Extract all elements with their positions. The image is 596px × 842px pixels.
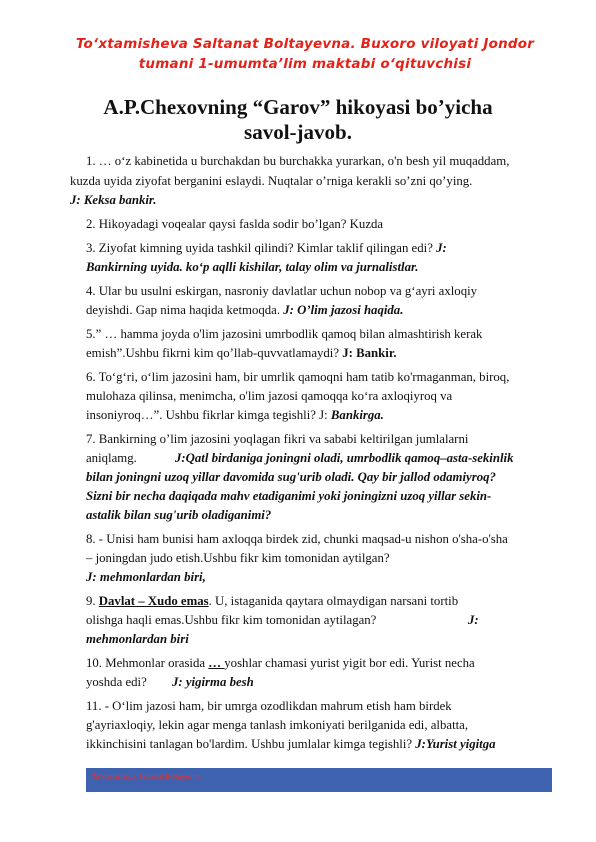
question-10-text-rest: yoshlar chamasi yurist yigit bor edi. Yurist necha xyxy=(224,656,475,670)
question-2-line-1: 2. Hikoyadagi voqealar qaysi faslda sodir bo’lgan? Kuzda xyxy=(86,217,384,231)
author-line-2: tumani 1-umumta’lim maktabi o‘qituvchisi xyxy=(138,56,472,72)
question-6-line-3 xyxy=(86,408,384,423)
question-3-text: 3. Ziyofat kimning uyida tashkil qilindi? Kimlar taklif qilingan edi? xyxy=(86,241,433,255)
question-9-line-1 xyxy=(86,594,458,609)
question-9-number: 9. xyxy=(86,594,99,608)
question-1-answer: J: Keksa bankir. xyxy=(70,193,157,207)
question-11-text: ikkinchisini tanlagan bo'lardim. Ushbu jumlalar kimga tegishli? xyxy=(86,737,413,751)
footer-bar xyxy=(86,768,552,792)
question-4-answer: J: O’lim jazosi haqida. xyxy=(283,303,404,317)
question-9-answer: mehmonlardan biri xyxy=(86,632,189,646)
question-9-line-2: olishga haqli emas.Ushbu fikr kim tomonidan aytilagan? xyxy=(86,613,377,627)
question-4-line-1: 4. Ular bu usulni eskirgan, nasroniy davlatlar uchun nobop va g‘ayri axloqiy xyxy=(86,284,478,298)
question-11-line-1: 11. - O‘lim jazosi ham, bir umrga ozodlikdan mahrum etish ham birdek xyxy=(86,699,452,713)
question-4-text: deyishdi. Gap nima haqida ketmoqda. xyxy=(86,303,281,317)
question-5-text: emish”.Ushbu fikrni kim qo’llab-quvvatlamaydi? xyxy=(86,346,340,360)
question-10-line-1 xyxy=(86,656,475,671)
question-7-line-2: aniqlamg. xyxy=(86,451,137,465)
question-7-line-1: 7. Bankirning o’lim jazosini yoqlagan fikri va sababi keltirilgan jumlalarni xyxy=(86,432,469,446)
question-5-answer: J: Bankir. xyxy=(342,346,397,360)
question-1-line-1: 1. … o‘z kabinetida u burchakdan bu burchakka yurarkan, o'n besh yil muqaddam, xyxy=(86,154,510,168)
question-6-answer: Bankirga. xyxy=(330,408,384,422)
question-3-answer: Bankirning uyida. ko‘p aqlli kishilar, talay olim va jurnalistlar. xyxy=(86,260,419,274)
question-9-answer-label: J: xyxy=(468,613,479,627)
question-10-line-2: yoshda edi? xyxy=(86,675,147,689)
question-6-line-1: 6. To‘g‘ri, o‘lim jazosini ham, bir umrlik qamoqni ham tatib ko'rmaganman, biroq, xyxy=(86,370,510,384)
page-title-line-2: savol-javob. xyxy=(244,120,352,144)
page-title: A.P.Chexovning “Garov” hikoyasi bo’yicha xyxy=(103,95,493,119)
question-10-answer: J: yigirma besh xyxy=(172,675,254,689)
question-11-line-2: g'ayriaxloqiy, lekin agar menga tanlash imkoniyati berilganida edi, albatta, xyxy=(86,718,469,732)
question-7-answer-line-3: Sizni bir necha daqiqada mahv etadiganimi yoki joningizni uzoq yillar sekin- xyxy=(86,489,492,503)
question-1-line-2: kuzda uyida ziyofat berganini eslaydi. Nuqtalar o’rniga kerakli so’zni qo’ying. xyxy=(70,174,473,188)
question-4-line-2 xyxy=(86,303,403,318)
question-9-underlined: Davlat – Xudo emas xyxy=(98,594,209,608)
question-6-line-2: mulohaza qilinsa, menimcha, o'lim jazosi qamoqqa ko‘ra axloqiyroq va xyxy=(86,389,453,403)
question-8-line-1: 8. - Unisi ham bunisi ham axloqqa birdek zid, chunki maqsad-u nishon o'sha-o'sha xyxy=(86,532,508,546)
question-9-text: . U, istaganida qaytara olmaydigan narsani tortib xyxy=(208,594,459,608)
question-11-answer: J:Yurist yigitga xyxy=(415,737,496,751)
question-5-line-1: 5.” … hamma joyda o'lim jazosini umrbodlik qamoq bilan almashtirish kerak xyxy=(86,327,483,341)
footer-text: To'xtamisheva Saltanat Boltayevna xyxy=(92,774,201,781)
question-8-line-2: – joningdan judo etish.Ushbu fikr kim tomonidan aytilgan? xyxy=(86,551,390,565)
question-8-answer: J: mehmonlardan biri, xyxy=(86,570,206,584)
question-7-answer-line-4: astalik bilan sug'urib oladiganimi? xyxy=(86,508,272,522)
question-5-line-2 xyxy=(86,346,397,361)
question-10-text-start: 10. Mehmonlar orasida xyxy=(86,656,209,670)
question-7-answer-line-1: J:Qatl birdaniga joningni oladi, umrbodlik qamoq–asta-sekinlik xyxy=(175,451,514,465)
question-11-line-3 xyxy=(86,737,496,752)
question-3-answer-label: J: xyxy=(436,241,447,255)
question-7-answer-line-2: bilan joningni uzoq yillar davomida sug'urib oladi. Qay bir jallod odamiyroq? xyxy=(86,470,496,484)
question-3-line-1 xyxy=(86,241,447,256)
question-6-text: insoniyroq…”. Ushbu fikrlar kimga tegishli? J: xyxy=(86,408,328,422)
question-10-blank: … xyxy=(208,656,225,670)
author-line-1: To‘xtamisheva Saltanat Boltayevna. Buxoro viloyati Jondor xyxy=(75,36,535,52)
